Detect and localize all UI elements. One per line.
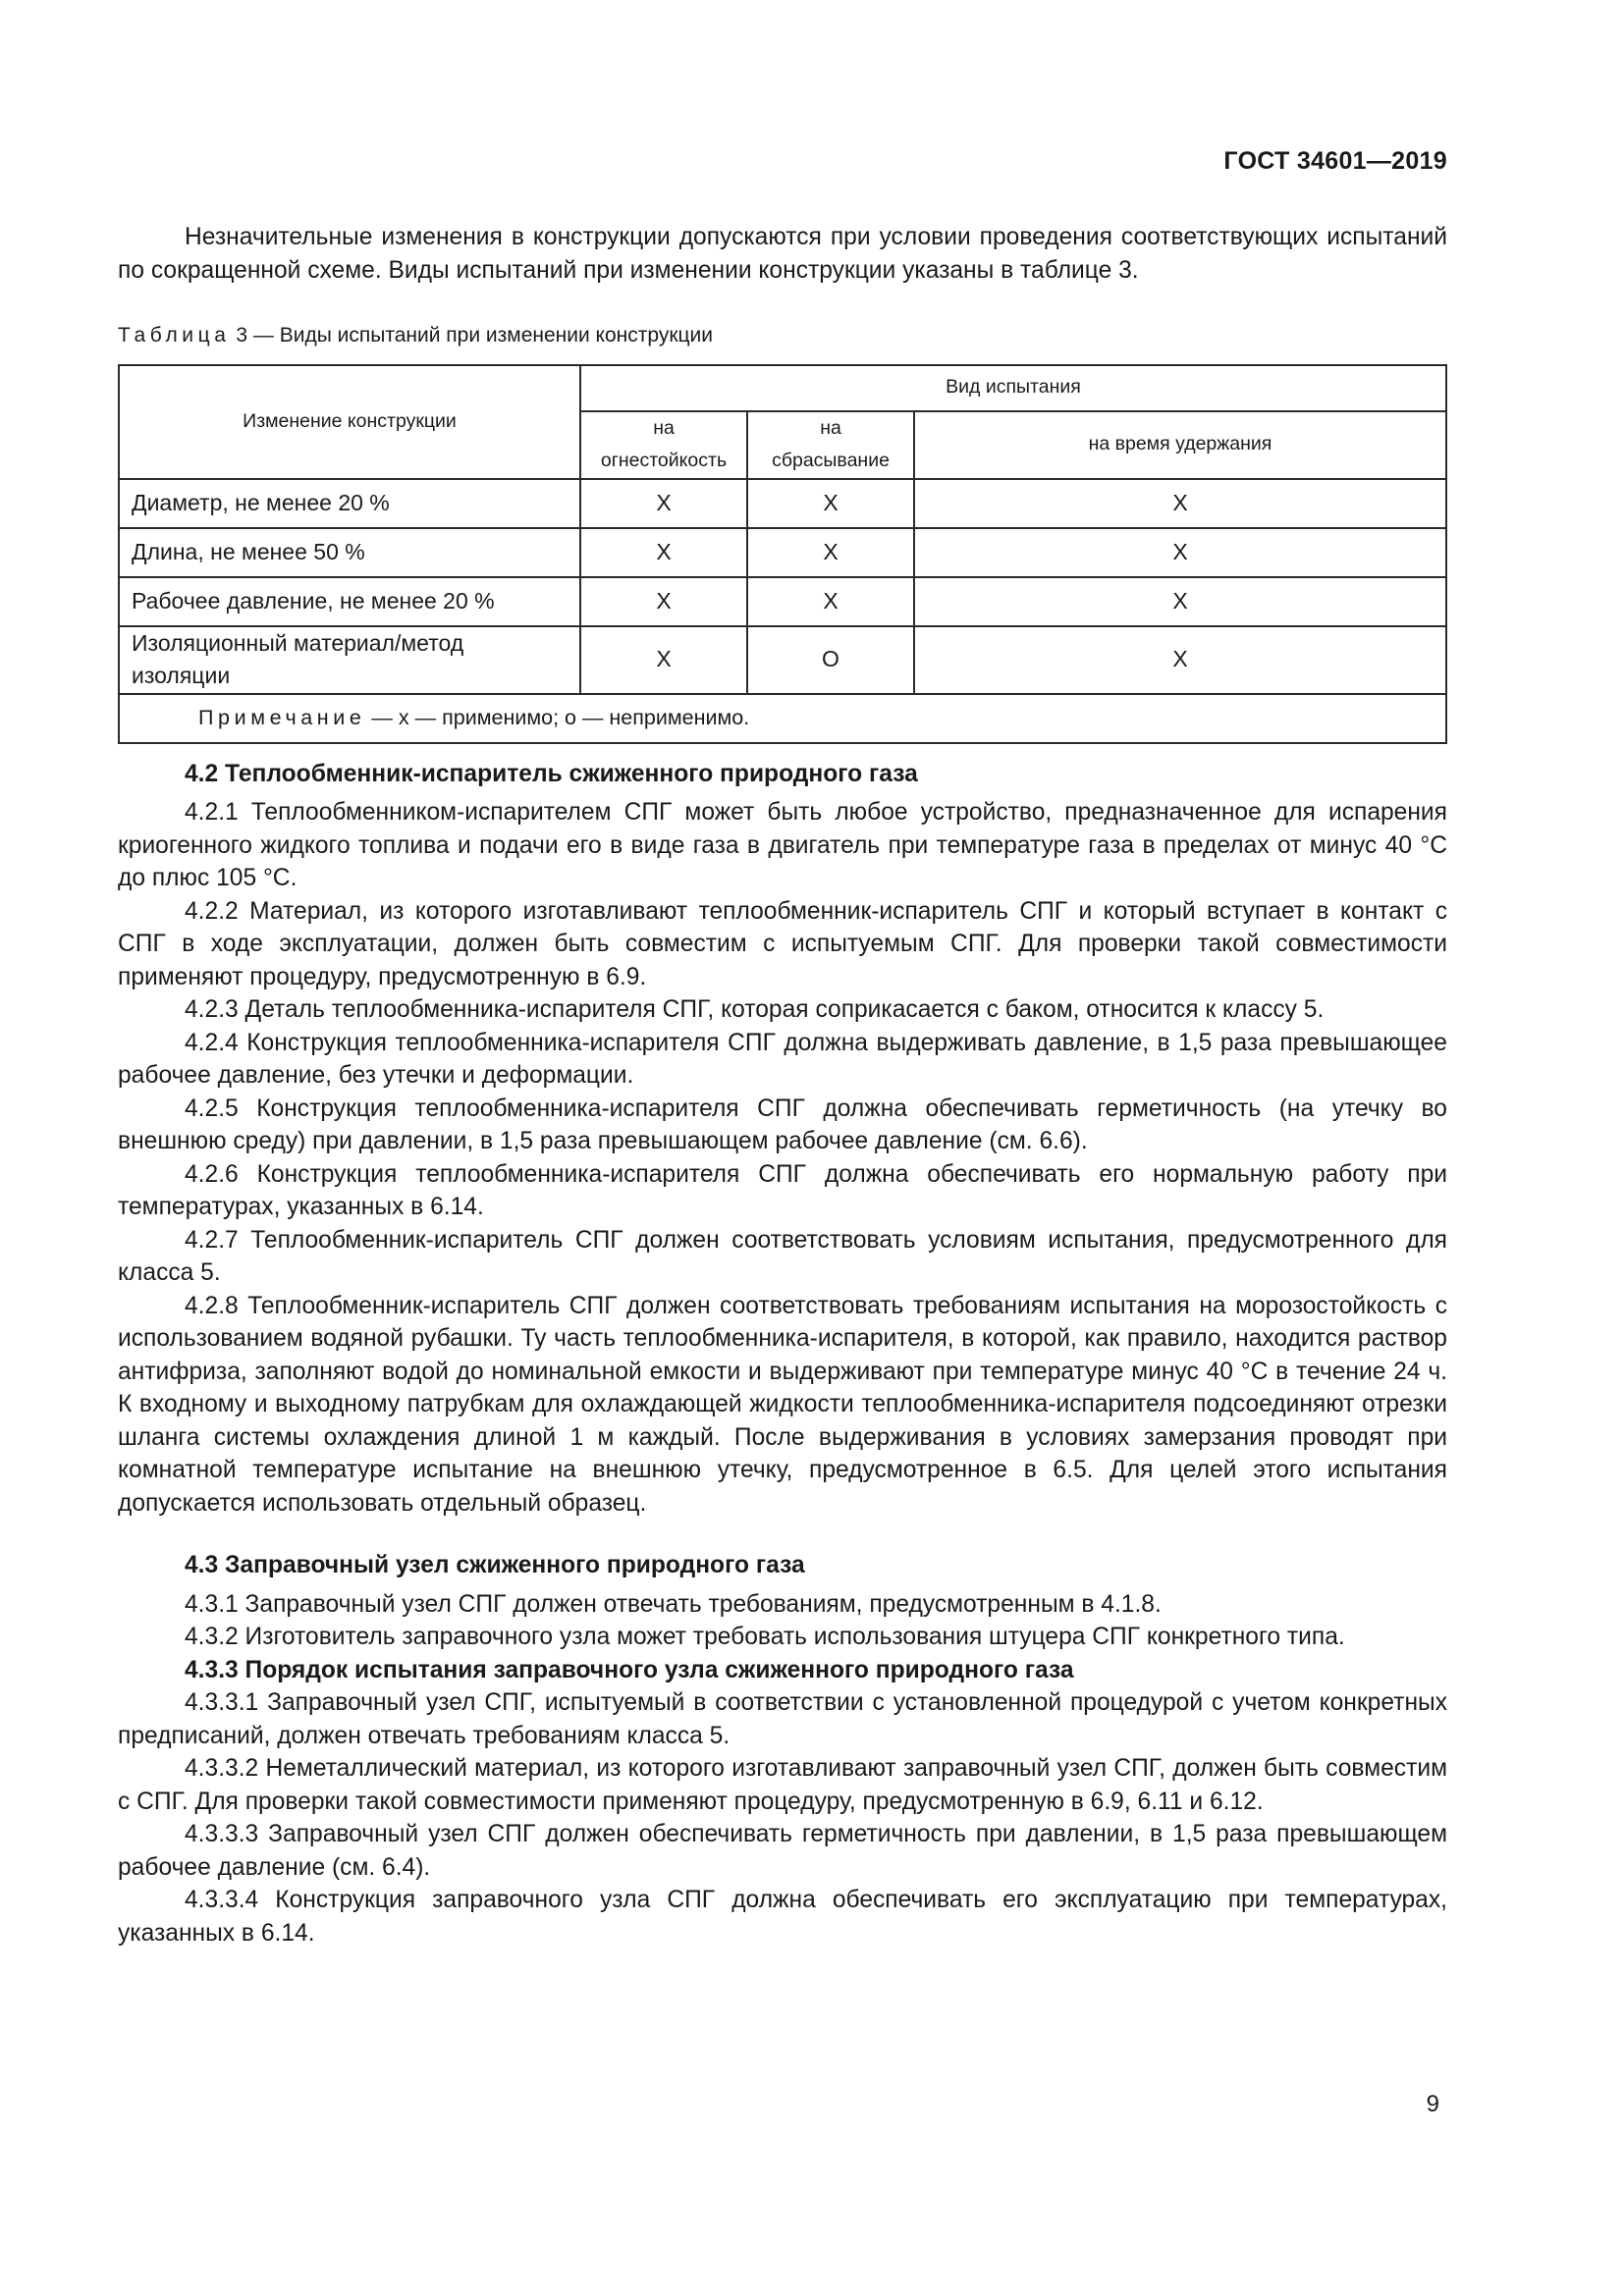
header-fire-resistance: на огнестойкость: [580, 411, 747, 479]
paragraph-4-3-2: 4.3.2 Изготовитель заправочного узла может требовать использования штуцера СПГ конкретного типа.: [185, 1624, 1345, 1650]
cell-value: X: [914, 528, 1446, 577]
section-heading-4-2: 4.2 Теплообменник-испаритель сжиженного природного газа: [185, 760, 918, 787]
table-header-row: [119, 365, 1446, 411]
cell-value: X: [580, 479, 747, 528]
cell-value: X: [747, 528, 914, 577]
intro-paragraph: Незначительные изменения в конструкции допускаются при условии проведения соответствующих испытаний по сокращенной схеме. Виды испытаний при изменении конструкции указаны в таблице 3.: [118, 224, 1447, 284]
cell-value: X: [747, 577, 914, 626]
paragraph-4-3-3-1: 4.3.3.1 Заправочный узел СПГ, испытуемый в соответствии с установленной процедурой с учетом конкретных предписаний, должен отвечать требованиям класса 5.: [118, 1689, 1447, 1749]
table-row: [119, 626, 1446, 694]
table-caption-text: 3 — Виды испытаний при изменении конструкции: [230, 324, 713, 347]
paragraph-4-2-7: 4.2.7 Теплообменник-испаритель СПГ должен соответствовать условиям испытания, предусмотренного для класса 5.: [118, 1226, 1447, 1286]
cell-value: O: [747, 626, 914, 694]
row-label: Рабочее давление, не менее 20 %: [119, 577, 580, 626]
sub-heading-4-3-3: 4.3.3 Порядок испытания заправочного узла сжиженного природного газа: [185, 1656, 1074, 1683]
table-caption-label: Таблица: [118, 324, 231, 347]
table-row: [119, 528, 1446, 577]
table-note: [119, 694, 1446, 743]
document-code: ГОСТ 34601—2019: [1223, 147, 1447, 175]
row-label: Длина, не менее 50 %: [119, 528, 580, 577]
header-test-type: Вид испытания: [580, 365, 1446, 411]
paragraph-4-2-8: 4.2.8 Теплообменник-испаритель СПГ должен соответствовать требованиям испытания на морозостойкость с использованием водяной рубашки. Ту часть теплообменника-испарителя, в которой, как правило, находится раствор антифриза, заполняют водой до номинальной емкости и выдерживают при температуре минус 40 °С в течение 24 ч. К входному и выходному патрубкам для охлаждающей жидкости теплообменника-испарителя подсоединяют отрезки шланга системы охлаждения длиной 1 м каждый. После выдерживания в условиях замерзания проводят при комнатной температуре испытание на внешнюю утечку, предусмотренное в 6.5. Для целей этого испытания допускается использовать отдельный образец.: [118, 1292, 1447, 1517]
table-note-row: [119, 694, 1446, 743]
cell-value: X: [580, 528, 747, 577]
note-text: — x — применимо; о — неприменимо.: [365, 705, 750, 729]
table-caption: [118, 319, 1447, 352]
cell-value: X: [747, 479, 914, 528]
paragraph-4-3-1: 4.3.1 Заправочный узел СПГ должен отвечать требованиям, предусмотренным в 4.1.8.: [185, 1590, 1162, 1618]
paragraph-4-2-4: 4.2.4 Конструкция теплообменника-испарителя СПГ должна выдерживать давление, в 1,5 раза превышающее рабочее давление, без утечки и деформации.: [118, 1029, 1447, 1089]
note-label: Примечание: [198, 705, 366, 729]
paragraph-4-2-5: 4.2.5 Конструкция теплообменника-испарителя СПГ должна обеспечивать герметичность (на утечку во внешнюю среду) при давлении, в 1,5 раза превышающем рабочее давление (см. 6.6).: [118, 1095, 1447, 1154]
cell-value: X: [580, 626, 747, 694]
page-content: [118, 221, 1447, 1949]
cell-value: X: [580, 577, 747, 626]
paragraph-4-3-3-2: 4.3.3.2 Неметаллический материал, из которого изготавливают заправочный узел СПГ, должен быть совместим с СПГ. Для проверки такой совместимости применяют процедуру, предусмотренную в 6.9, 6.11 и 6.12.: [118, 1755, 1447, 1815]
header-change: Изменение конструкции: [119, 365, 580, 479]
page-number: 9: [1426, 2091, 1439, 2117]
paragraph-4-2-2: 4.2.2 Материал, из которого изготавливают теплообменник-испаритель СПГ и который вступает в контакт с СПГ в ходе эксплуатации, должен быть совместим с испытуемым СПГ. Для проверки такой совместимости применяют процедуру, предусмотренную в 6.9.: [118, 897, 1447, 990]
paragraph-4-3-3-3: 4.3.3.3 Заправочный узел СПГ должен обеспечивать герметичность при давлении, в 1,5 раза превышающем рабочее давление (см. 6.4).: [118, 1821, 1447, 1881]
cell-value: X: [914, 577, 1446, 626]
row-label: Диаметр, не менее 20 %: [119, 479, 580, 528]
cell-value: X: [914, 626, 1446, 694]
paragraph-4-2-3: 4.2.3 Деталь теплообменника-испарителя СПГ, которая соприкасается с баком, относится к классу 5.: [185, 996, 1325, 1023]
cell-value: X: [914, 479, 1446, 528]
table-row: [119, 577, 1446, 626]
paragraph-4-2-1: 4.2.1 Теплообменником-испарителем СПГ может быть любое устройство, предназначенное для испарения криогенного жидкого топлива и подачи его в виде газа в двигатель при температуре газа в пределах от минус 40 °С до плюс 105 °С.: [118, 799, 1447, 891]
test-types-table: [118, 364, 1447, 744]
row-label: Изоляционный материал/метод изоляции: [119, 626, 580, 694]
paragraph-4-2-6: 4.2.6 Конструкция теплообменника-испарителя СПГ должна обеспечивать его нормальную работу при температурах, указанных в 6.14.: [118, 1160, 1447, 1220]
header-holding-time: на время удержания: [914, 411, 1446, 479]
header-drop: на сбрасывание: [747, 411, 914, 479]
table-row: [119, 479, 1446, 528]
section-heading-4-3: 4.3 Заправочный узел сжиженного природного газа: [185, 1552, 805, 1578]
paragraph-4-3-3-4: 4.3.3.4 Конструкция заправочного узла СПГ должна обеспечивать его эксплуатацию при температурах, указанных в 6.14.: [118, 1887, 1447, 1947]
